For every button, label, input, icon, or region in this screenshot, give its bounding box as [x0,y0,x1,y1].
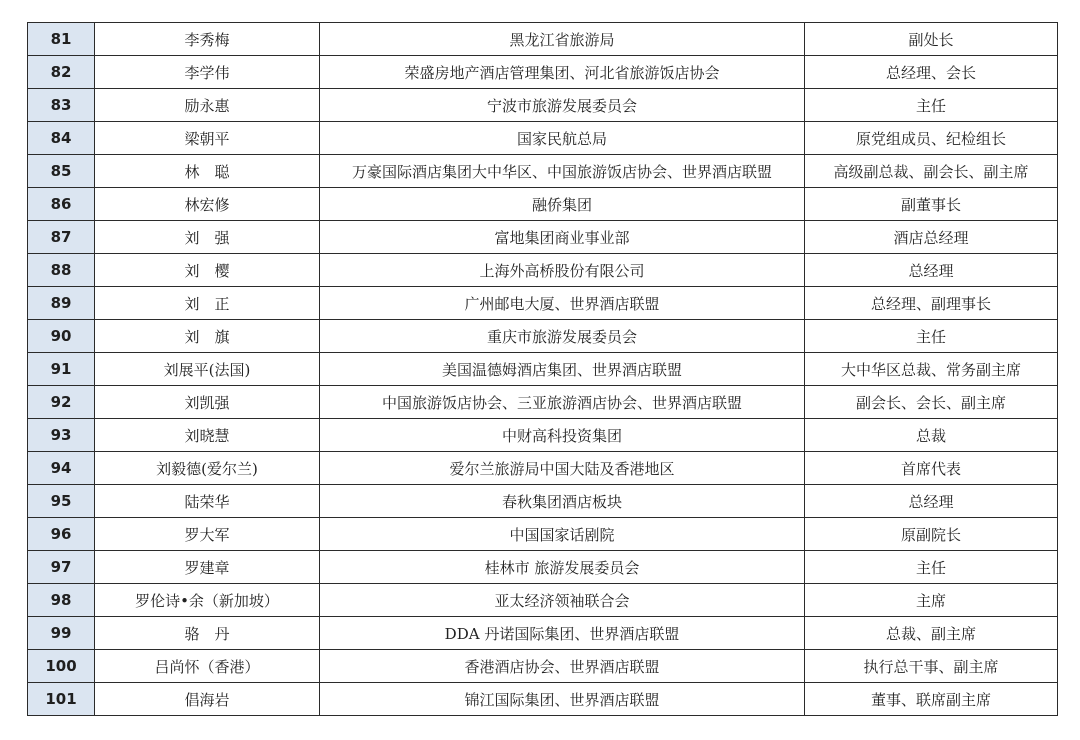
organization-cell: 中国旅游饭店协会、三亚旅游酒店协会、世界酒店联盟 [320,386,805,419]
name-cell: 林宏修 [95,188,320,221]
position-cell: 执行总干事、副主席 [805,650,1058,683]
name-cell: 刘展平(法国) [95,353,320,386]
position-cell: 总裁 [805,419,1058,452]
name-cell: 陆荣华 [95,485,320,518]
position-cell: 副会长、会长、副主席 [805,386,1058,419]
organization-cell: 中财高科投资集团 [320,419,805,452]
name-cell: 刘 正 [95,287,320,320]
table-row [28,551,1058,584]
row-number-cell: 92 [28,386,95,419]
position-cell: 原副院长 [805,518,1058,551]
row-number-cell: 100 [28,650,95,683]
organization-cell: 国家民航总局 [320,122,805,155]
organization-cell: 重庆市旅游发展委员会 [320,320,805,353]
name-cell: 梁朝平 [95,122,320,155]
organization-cell: 锦江国际集团、世界酒店联盟 [320,683,805,716]
name-cell: 李学伟 [95,56,320,89]
name-cell: 林 聪 [95,155,320,188]
row-number-cell: 83 [28,89,95,122]
table-row [28,23,1058,56]
organization-cell: 黑龙江省旅游局 [320,23,805,56]
organization-cell: 宁波市旅游发展委员会 [320,89,805,122]
position-cell: 副处长 [805,23,1058,56]
organization-cell: 桂林市 旅游发展委员会 [320,551,805,584]
organization-cell: 香港酒店协会、世界酒店联盟 [320,650,805,683]
organization-cell: 中国国家话剧院 [320,518,805,551]
organization-cell: 春秋集团酒店板块 [320,485,805,518]
organization-cell: 美国温德姆酒店集团、世界酒店联盟 [320,353,805,386]
position-cell: 酒店总经理 [805,221,1058,254]
position-cell: 原党组成员、纪检组长 [805,122,1058,155]
table-row [28,386,1058,419]
row-number-cell: 85 [28,155,95,188]
position-cell: 首席代表 [805,452,1058,485]
row-number-cell: 97 [28,551,95,584]
name-cell: 骆 丹 [95,617,320,650]
table-row [28,650,1058,683]
table-row [28,122,1058,155]
organization-cell: 爱尔兰旅游局中国大陆及香港地区 [320,452,805,485]
row-number-cell: 95 [28,485,95,518]
position-cell: 主任 [805,320,1058,353]
row-number-cell: 87 [28,221,95,254]
position-cell: 高级副总裁、副会长、副主席 [805,155,1058,188]
position-cell: 总经理 [805,254,1058,287]
name-cell: 刘凯强 [95,386,320,419]
name-cell: 罗建章 [95,551,320,584]
row-number-cell: 90 [28,320,95,353]
member-table [27,22,1058,716]
name-cell: 罗大军 [95,518,320,551]
name-cell: 刘晓慧 [95,419,320,452]
organization-cell: 亚太经济领袖联合会 [320,584,805,617]
table-row [28,89,1058,122]
name-cell: 刘毅德(爱尔兰) [95,452,320,485]
table-row [28,188,1058,221]
position-cell: 大中华区总裁、常务副主席 [805,353,1058,386]
table-row [28,287,1058,320]
row-number-cell: 101 [28,683,95,716]
position-cell: 总经理 [805,485,1058,518]
table-row [28,254,1058,287]
row-number-cell: 81 [28,23,95,56]
position-cell: 副董事长 [805,188,1058,221]
row-number-cell: 93 [28,419,95,452]
table-row [28,584,1058,617]
table-row [28,155,1058,188]
name-cell: 刘 旗 [95,320,320,353]
organization-cell: 富地集团商业事业部 [320,221,805,254]
name-cell: 李秀梅 [95,23,320,56]
position-cell: 主席 [805,584,1058,617]
table-row [28,683,1058,716]
row-number-cell: 89 [28,287,95,320]
table-row [28,518,1058,551]
organization-cell: 融侨集团 [320,188,805,221]
name-cell: 吕尚怀（香港） [95,650,320,683]
table-row [28,221,1058,254]
organization-cell: DDA 丹诺国际集团、世界酒店联盟 [320,617,805,650]
name-cell: 罗伦诗•余（新加坡） [95,584,320,617]
organization-cell: 广州邮电大厦、世界酒店联盟 [320,287,805,320]
row-number-cell: 98 [28,584,95,617]
organization-cell: 万豪国际酒店集团大中华区、中国旅游饭店协会、世界酒店联盟 [320,155,805,188]
table-row [28,452,1058,485]
position-cell: 总经理、会长 [805,56,1058,89]
organization-cell: 荣盛房地产酒店管理集团、河北省旅游饭店协会 [320,56,805,89]
table-row [28,56,1058,89]
row-number-cell: 86 [28,188,95,221]
name-cell: 刘 强 [95,221,320,254]
position-cell: 主任 [805,89,1058,122]
row-number-cell: 99 [28,617,95,650]
row-number-cell: 84 [28,122,95,155]
name-cell: 励永惠 [95,89,320,122]
organization-cell: 上海外高桥股份有限公司 [320,254,805,287]
row-number-cell: 91 [28,353,95,386]
table-row [28,485,1058,518]
position-cell: 董事、联席副主席 [805,683,1058,716]
row-number-cell: 88 [28,254,95,287]
position-cell: 总经理、副理事长 [805,287,1058,320]
row-number-cell: 96 [28,518,95,551]
row-number-cell: 94 [28,452,95,485]
row-number-cell: 82 [28,56,95,89]
table-row [28,419,1058,452]
table-row [28,353,1058,386]
position-cell: 总裁、副主席 [805,617,1058,650]
name-cell: 倡海岩 [95,683,320,716]
table-row [28,617,1058,650]
position-cell: 主任 [805,551,1058,584]
table-row [28,320,1058,353]
name-cell: 刘 樱 [95,254,320,287]
